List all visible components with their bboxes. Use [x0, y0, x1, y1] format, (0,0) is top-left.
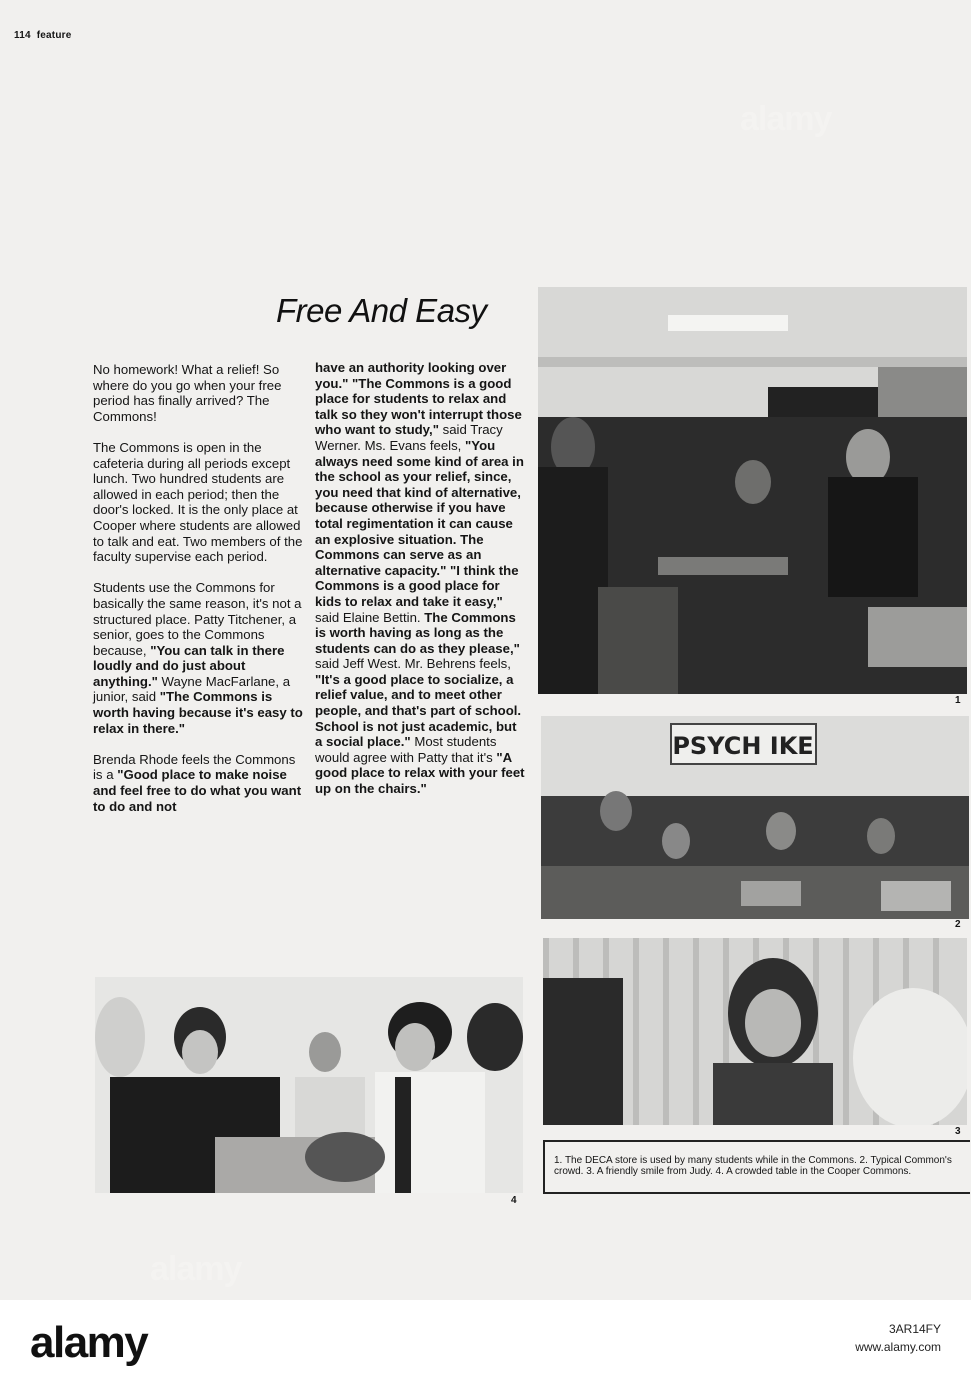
quote: "It's a good place to socialize, a relief value, and to meet other people, and that's part of school. School is not just academic, but a social place."	[315, 671, 522, 750]
text: Brenda Rhode feels the Commons is a	[93, 751, 296, 783]
quote: have an authority looking over you." "The Commons is a good place for students to relax and talk so they won't interrupt those who want to study,"	[315, 360, 522, 438]
site-url: www.alamy.com	[855, 1340, 941, 1354]
photo-number-3: 3	[955, 1126, 961, 1137]
paragraph: The Commons is open in the cafeteria during all periods except lunch. Two hundred students are allowed in each period; then the door's locked. It is the only place at Cooper where students are allowed to talk and eat. Two members of the faculty supervise each period.	[93, 439, 303, 565]
photo-crowded-table	[95, 977, 523, 1193]
quote: "A good place to relax with your feet up on the chairs."	[315, 749, 525, 797]
watermark-text: alamy	[740, 100, 832, 138]
photo-number-2: 2	[955, 919, 961, 930]
paragraph	[93, 580, 308, 736]
paragraph	[93, 752, 308, 814]
banner-text: PSYCH IKE	[672, 732, 814, 760]
article-column-2	[315, 360, 527, 812]
caption-text: 1. The DECA store is used by many students while in the Commons. 2. Typical Common's crowd. 3. A friendly smile from Judy. 4. A crowded table in the Cooper Commons.	[554, 1155, 952, 1178]
text: Most students would agree with Patty that it's	[315, 734, 497, 765]
footer-bar	[0, 1300, 971, 1390]
photo-commons-crowd	[541, 716, 969, 919]
quote: "You can talk in there loudly and do just about anything."	[93, 642, 285, 689]
page-header	[14, 30, 77, 41]
footer-info	[855, 1320, 941, 1356]
image-id: 3AR14FY	[888, 1322, 941, 1336]
photo-friendly-smile	[543, 938, 967, 1125]
text: Wayne MacFarlane, a junior, said	[93, 673, 291, 705]
text: said Jeff West. Mr. Behrens feels,	[315, 656, 511, 672]
paragraph	[315, 360, 527, 797]
quote: The Commons is worth having as long as the students can do as they please,"	[315, 609, 520, 656]
paragraph: No homework! What a relief! So where do you go when your free period has finally arrived? The Commons!	[93, 362, 282, 424]
photo-deca-store	[538, 287, 967, 694]
photo-number-1: 1	[955, 695, 961, 706]
photo-number-4: 4	[511, 1195, 517, 1206]
text: said Elaine Bettin.	[315, 609, 425, 625]
quote: "You always need some kind of area in the school as your relief, since, you need that kind of alternative, because otherwise if you have total regimentation it can cause an explosive situation. The Commons can serve as an alternative capacity." "I think the Commons is a good place for kids to relax and take it easy,"	[315, 437, 524, 609]
quote: "The Commons is worth having because it's easy to relax in there."	[93, 689, 303, 736]
text: Students use the Commons for basically the same reason, it's not a structured place. Patty Titchener, a senior, goes to the Commons because,	[93, 580, 302, 658]
article-title: Free And Easy	[276, 292, 487, 329]
quote: "Good place to make noise and feel free to do what you want to do and not	[93, 767, 302, 814]
text: said Tracy Werner. Ms. Evans feels,	[315, 422, 503, 453]
section-label: feature	[36, 30, 72, 41]
watermark-text: alamy	[150, 1250, 242, 1288]
footer-brand: alamy	[30, 1318, 148, 1367]
caption-box	[543, 1140, 970, 1194]
page-number: 114	[14, 30, 31, 41]
article-column-1	[93, 362, 308, 830]
